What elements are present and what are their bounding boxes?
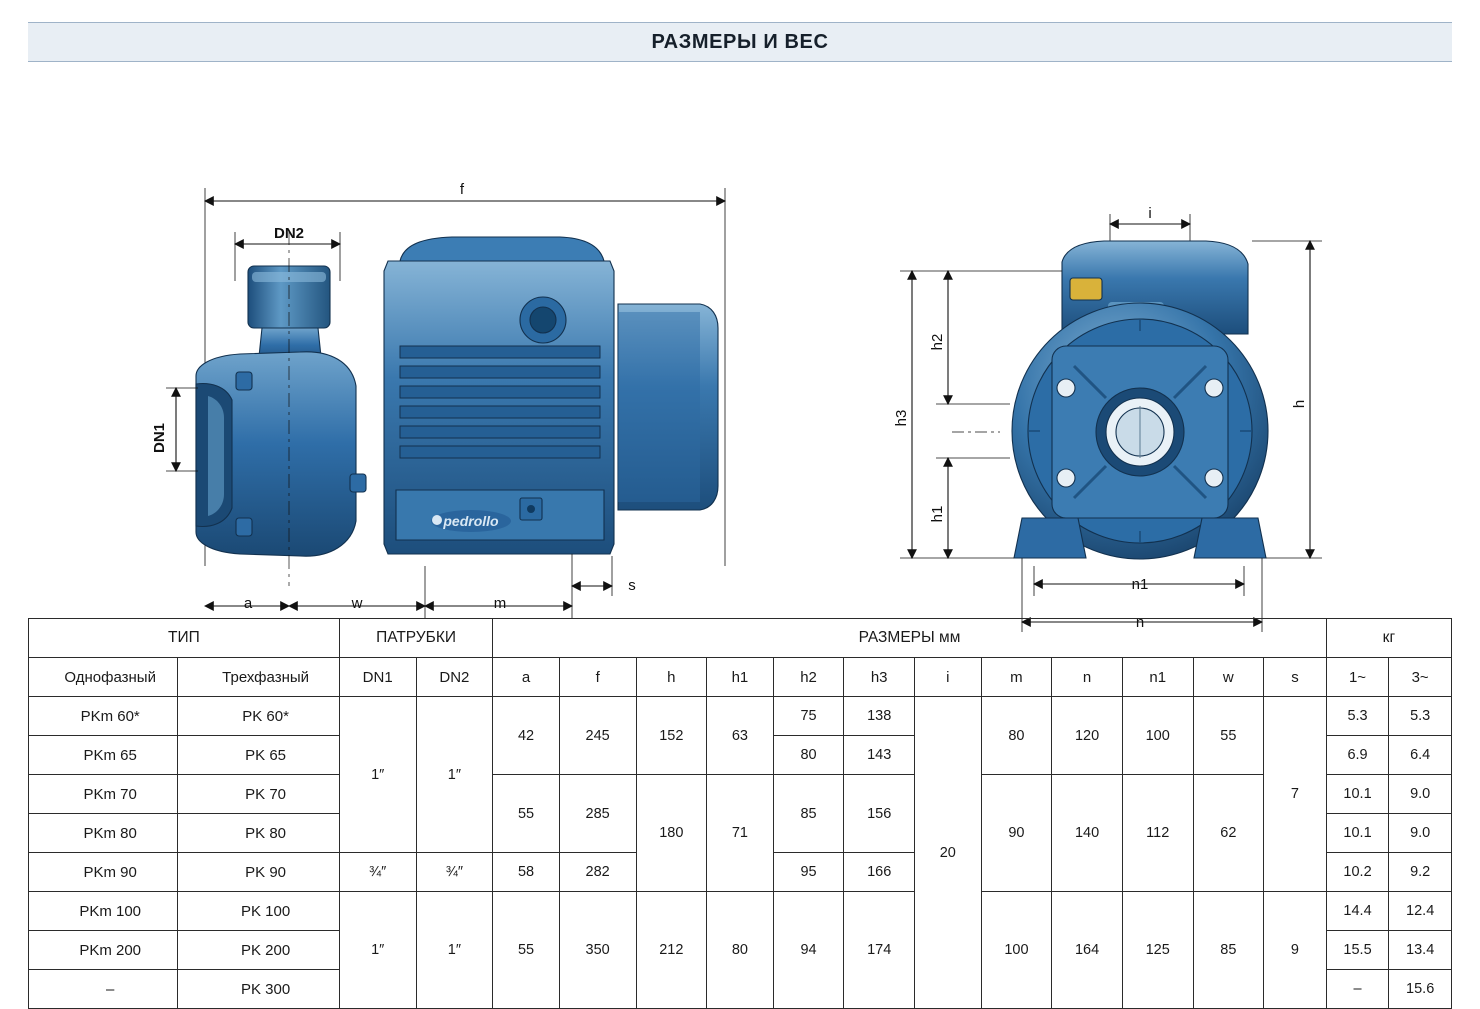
cell-s: 9	[1264, 892, 1327, 1009]
cell-a: 55	[493, 892, 560, 1009]
label-f: f	[459, 181, 465, 198]
cell-h3: 174	[844, 892, 915, 1009]
cell-i: 20	[915, 697, 982, 1009]
cell-weight-3ph: 9.0	[1389, 775, 1452, 814]
cell-weight-1ph: 14.4	[1326, 892, 1389, 931]
col-n1: n1	[1122, 658, 1193, 697]
cell-h1: 80	[707, 892, 774, 1009]
page-title: РАЗМЕРЫ И ВЕС	[651, 30, 829, 53]
col-a: a	[493, 658, 560, 697]
col-f: f	[559, 658, 636, 697]
section-header-bar	[28, 22, 1452, 62]
cell-weight-1ph: 15.5	[1326, 931, 1389, 970]
cell-weight-1ph: 10.2	[1326, 853, 1389, 892]
col-weight-1ph: 1~	[1326, 658, 1389, 697]
label-h2: h2	[929, 333, 946, 351]
dimensions-table-container	[28, 618, 1452, 1009]
cell-h1: 71	[707, 775, 774, 892]
label-h: h	[1291, 399, 1308, 409]
label-h1: h1	[929, 505, 946, 523]
cell-h: 212	[636, 892, 707, 1009]
cell-weight-1ph: –	[1326, 970, 1389, 1009]
table-row	[29, 775, 1452, 814]
cell-h3: 138	[844, 697, 915, 736]
cell-dn2: 1″	[416, 892, 493, 1009]
col-dn1: DN1	[339, 658, 416, 697]
col-three-phase: Трехфазный	[178, 658, 339, 697]
label-h3: h3	[893, 409, 910, 427]
cell-three-phase: PK 100	[178, 892, 339, 931]
cell-m: 80	[981, 697, 1052, 775]
col-h: h	[636, 658, 707, 697]
cell-f: 245	[559, 697, 636, 775]
col-m: m	[981, 658, 1052, 697]
cell-single-phase: –	[29, 970, 178, 1009]
cell-n1: 112	[1122, 775, 1193, 892]
label-dn1: DN1	[151, 422, 168, 454]
cell-h3: 156	[844, 775, 915, 853]
cell-h: 152	[636, 697, 707, 775]
cell-three-phase: PK 70	[178, 775, 339, 814]
cell-single-phase: PKm 60*	[29, 697, 178, 736]
cell-h2: 95	[773, 853, 844, 892]
group-header-ports: ПАТРУБКИ	[339, 619, 492, 658]
label-n: n	[1135, 614, 1145, 631]
cell-weight-3ph: 6.4	[1389, 736, 1452, 775]
cell-weight-1ph: 5.3	[1326, 697, 1389, 736]
technical-drawings	[0, 66, 1480, 631]
cell-three-phase: PK 65	[178, 736, 339, 775]
label-a: a	[243, 595, 253, 612]
cell-weight-1ph: 6.9	[1326, 736, 1389, 775]
cell-w: 55	[1193, 697, 1264, 775]
label-dn2: DN2	[273, 225, 305, 242]
cell-w: 85	[1193, 892, 1264, 1009]
cell-dn2: ¾″	[416, 853, 493, 892]
cell-h: 180	[636, 775, 707, 892]
label-n1: n1	[1131, 576, 1149, 593]
cell-h2: 94	[773, 892, 844, 1009]
cell-dn1: 1″	[339, 892, 416, 1009]
cell-h2: 85	[773, 775, 844, 853]
cell-three-phase: PK 200	[178, 931, 339, 970]
col-n: n	[1052, 658, 1123, 697]
cell-weight-3ph: 13.4	[1389, 931, 1452, 970]
cell-weight-3ph: 5.3	[1389, 697, 1452, 736]
col-dn2: DN2	[416, 658, 493, 697]
label-w: w	[351, 595, 363, 612]
label-s: s	[628, 577, 636, 594]
table-row	[29, 892, 1452, 931]
cell-single-phase: PKm 100	[29, 892, 178, 931]
cell-weight-1ph: 10.1	[1326, 814, 1389, 853]
col-h1: h1	[707, 658, 774, 697]
cell-single-phase: PKm 90	[29, 853, 178, 892]
cell-three-phase: PK 80	[178, 814, 339, 853]
label-i: i	[1148, 205, 1152, 222]
col-single-phase: Однофазный	[29, 658, 178, 697]
cell-weight-3ph: 12.4	[1389, 892, 1452, 931]
cell-n: 140	[1052, 775, 1123, 892]
table-row	[29, 697, 1452, 736]
col-i: i	[915, 658, 982, 697]
col-h3: h3	[844, 658, 915, 697]
group-header-type: ТИП	[29, 619, 340, 658]
cell-three-phase: PK 60*	[178, 697, 339, 736]
cell-weight-3ph: 15.6	[1389, 970, 1452, 1009]
cell-s: 7	[1264, 697, 1327, 892]
cell-a: 42	[493, 697, 560, 775]
cell-m: 100	[981, 892, 1052, 1009]
cell-single-phase: PKm 80	[29, 814, 178, 853]
table-column-header-row	[29, 658, 1452, 697]
cell-three-phase: PK 90	[178, 853, 339, 892]
cell-weight-3ph: 9.0	[1389, 814, 1452, 853]
cell-n: 120	[1052, 697, 1123, 775]
cell-dn2: 1″	[416, 697, 493, 853]
svg-text:pedrollo: pedrollo	[443, 513, 499, 529]
table-group-header-row	[29, 619, 1452, 658]
col-h2: h2	[773, 658, 844, 697]
cell-f: 350	[559, 892, 636, 1009]
cell-w: 62	[1193, 775, 1264, 892]
cell-dn1: ¾″	[339, 853, 416, 892]
cell-three-phase: PK 300	[178, 970, 339, 1009]
cell-single-phase: PKm 200	[29, 931, 178, 970]
group-header-dimensions: РАЗМЕРЫ мм	[493, 619, 1327, 658]
cell-n1: 125	[1122, 892, 1193, 1009]
col-weight-3ph: 3~	[1389, 658, 1452, 697]
cell-weight-3ph: 9.2	[1389, 853, 1452, 892]
cell-weight-1ph: 10.1	[1326, 775, 1389, 814]
cell-single-phase: PKm 70	[29, 775, 178, 814]
cell-n1: 100	[1122, 697, 1193, 775]
col-s: s	[1264, 658, 1327, 697]
cell-f: 282	[559, 853, 636, 892]
cell-f: 285	[559, 775, 636, 853]
label-m: m	[493, 595, 507, 612]
cell-n: 164	[1052, 892, 1123, 1009]
group-header-weight: кг	[1326, 619, 1451, 658]
col-w: w	[1193, 658, 1264, 697]
cell-single-phase: PKm 65	[29, 736, 178, 775]
cell-h2: 80	[773, 736, 844, 775]
cell-dn1: 1″	[339, 697, 416, 853]
cell-h3: 143	[844, 736, 915, 775]
pump-dimension-drawing	[0, 66, 1480, 631]
cell-h2: 75	[773, 697, 844, 736]
cell-h3: 166	[844, 853, 915, 892]
dimensions-table	[28, 618, 1452, 1009]
cell-m: 90	[981, 775, 1052, 892]
cell-h1: 63	[707, 697, 774, 775]
cell-a: 55	[493, 775, 560, 853]
cell-a: 58	[493, 853, 560, 892]
